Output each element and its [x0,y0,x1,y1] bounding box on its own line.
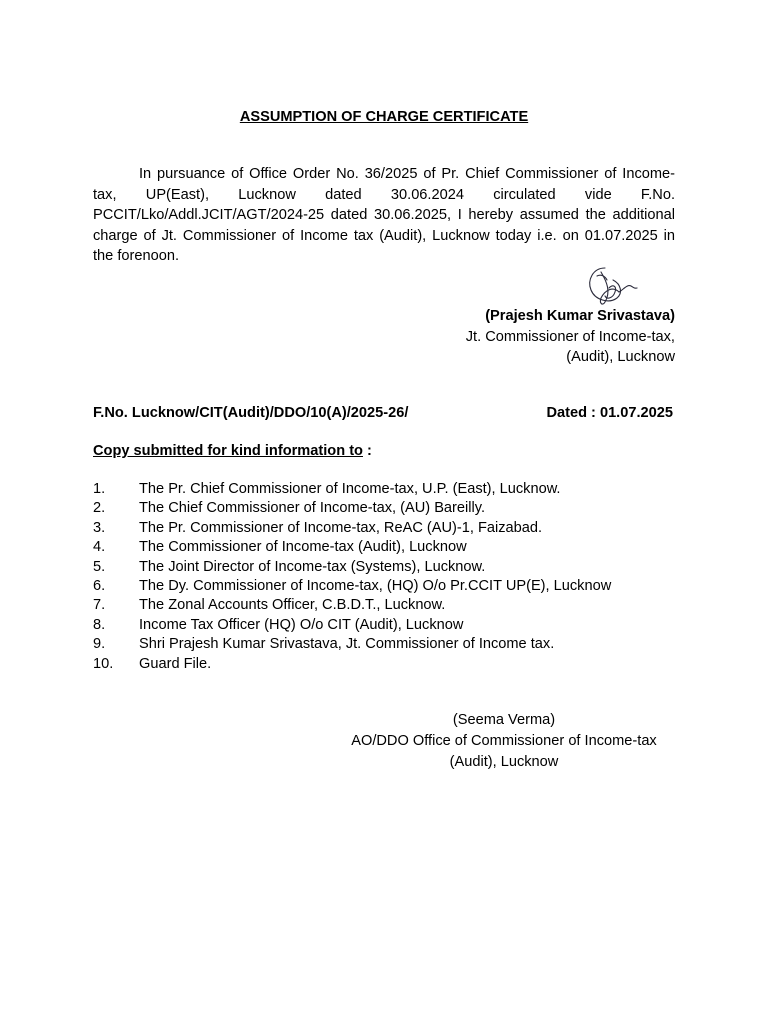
list-item-text: The Zonal Accounts Officer, C.B.D.T., Lucknow. [139,597,446,614]
list-item-number: 2. [93,500,106,517]
list-item-text: The Commissioner of Income-tax (Audit), Lucknow [139,539,467,556]
list-item-text: Guard File. [139,655,212,672]
list-item-text: Shri Prajesh Kumar Srivastava, Jt. Commissioner of Income tax. [139,636,555,653]
list-item-text: The Pr. Commissioner of Income-tax, ReAC (AU)-1, Faizabad. [139,519,543,536]
list-item-number: 9. [93,636,106,653]
list-item-number: 5. [93,558,106,575]
document-page [93,0,675,1024]
copy-heading-text: Copy submitted for kind information to [93,443,363,459]
list-item-text: Income Tax Officer (HQ) O/o CIT (Audit), Lucknow [139,616,464,633]
list-item-number: 3. [93,519,106,536]
forwarding-officer-office: (Audit), Lucknow [449,754,559,770]
list-item-number: 1. [93,481,106,497]
list-item-text: The Dy. Commissioner of Income-tax, (HQ) O/o Pr.CCIT UP(E), Lucknow [139,577,612,594]
list-item-number: 7. [93,597,106,614]
certificate-body: In pursuance of Office Order No. 36/2025 of Pr. Chief Commissioner of Income-tax, UP(East), Lucknow dated 30.06.2024 circulated vide F.No. PCCIT/Lko/Addl.JCIT/AGT/2024-25 dated 30.06.2025, I hereby assumed the additional charge of Jt. Commissioner of Income tax (Audit), Lucknow today i.e. on 01.07.2025 in the forenoon. [93,166,675,264]
list-item-text: The Chief Commissioner of Income-tax, (AU) Bareilly. [139,500,486,517]
signatory-designation: Jt. Commissioner of Income-tax, [465,328,675,345]
list-item-number: 4. [93,539,106,556]
forwarding-officer-name: (Seema Verma) [452,712,556,728]
signatory-name: (Prajesh Kumar Srivastava) [485,308,675,324]
list-item-number: 10. [93,655,114,672]
certificate-title: ASSUMPTION OF CHARGE CERTIFICATE [239,109,529,125]
list-item-number: 6. [93,577,106,594]
handwritten-signature [583,262,643,310]
list-item-number: 8. [93,616,106,633]
file-date: Dated : 01.07.2025 [546,405,673,421]
list-item-text: The Joint Director of Income-tax (Systems), Lucknow. [139,558,486,575]
copy-heading-colon: : [362,443,372,459]
copy-heading [93,441,372,462]
signatory-block [466,306,675,368]
file-number: F.No. Lucknow/CIT(Audit)/DDO/10(A)/2025-26/ [93,405,409,421]
list-item-text: The Pr. Chief Commissioner of Income-tax, U.P. (East), Lucknow. [139,481,561,497]
forwarding-officer-designation: AO/DDO Office of Commissioner of Income-tax [351,733,657,749]
forwarding-officer-block [343,710,665,773]
signatory-office: (Audit), Lucknow [566,349,675,365]
